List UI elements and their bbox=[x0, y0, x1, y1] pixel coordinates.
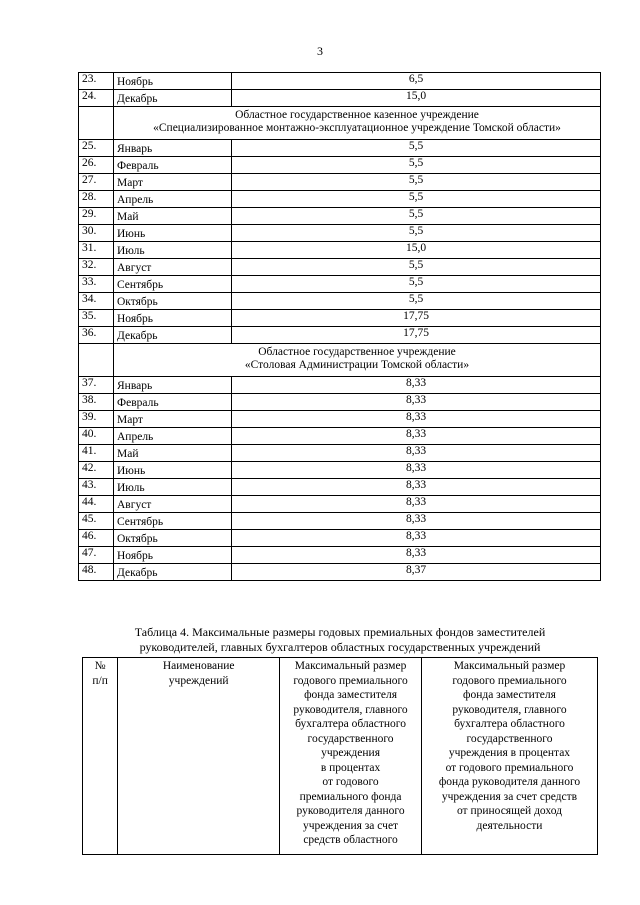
month-cell: Август bbox=[114, 496, 232, 513]
value-cell: 5,5 bbox=[232, 140, 601, 157]
value-cell: 6,5 bbox=[232, 73, 601, 90]
section-title-line1: Областное государственное учреждение bbox=[258, 346, 456, 358]
header-line: в процентах bbox=[320, 761, 381, 774]
table-row bbox=[79, 479, 601, 496]
header-line: средств областного bbox=[303, 834, 398, 846]
table4-header bbox=[82, 657, 598, 855]
month-cell: Июль bbox=[114, 479, 232, 496]
header-line: премиального фонда bbox=[299, 790, 402, 803]
row-number: 36. bbox=[79, 327, 114, 344]
section-title bbox=[114, 344, 601, 377]
header-line: руководителя, главного bbox=[293, 703, 408, 716]
month-cell: Ноябрь bbox=[114, 73, 232, 90]
table4-caption-line1: Таблица 4. Максимальные размеры годовых премиальных фондов заместителей bbox=[134, 625, 546, 639]
value-cell: 8,33 bbox=[232, 496, 601, 513]
month-cell: Март bbox=[114, 174, 232, 191]
header-line: государственного bbox=[466, 732, 553, 745]
section-empty-cell bbox=[79, 107, 114, 140]
value-cell: 15,0 bbox=[232, 242, 601, 259]
section-title-line1: Областное государственное казенное учреждение bbox=[235, 109, 479, 121]
table-row bbox=[79, 411, 601, 428]
month-cell: Февраль bbox=[114, 157, 232, 174]
month-cell: Сентябрь bbox=[114, 513, 232, 530]
header-line: бухгалтера областного bbox=[295, 718, 406, 730]
row-number: 31. bbox=[79, 242, 114, 259]
table-row bbox=[79, 445, 601, 462]
value-cell: 5,5 bbox=[232, 293, 601, 310]
value-cell: 8,33 bbox=[232, 428, 601, 445]
header-line: № bbox=[94, 660, 106, 672]
table-row bbox=[79, 242, 601, 259]
header-line: руководителя, главного bbox=[452, 703, 567, 716]
row-number: 26. bbox=[79, 157, 114, 174]
table-row bbox=[79, 259, 601, 276]
premium-fund-table bbox=[78, 72, 601, 581]
table4-header-row bbox=[83, 658, 598, 855]
row-number: 28. bbox=[79, 191, 114, 208]
table-row bbox=[79, 564, 601, 581]
month-cell: Март bbox=[114, 411, 232, 428]
month-cell: Июнь bbox=[114, 462, 232, 479]
table-row bbox=[79, 293, 601, 310]
month-cell: Декабрь bbox=[114, 90, 232, 107]
table-row bbox=[79, 208, 601, 225]
section-title-line2: «Специализированное монтажно-эксплуатационное учреждение Томской области» bbox=[153, 122, 561, 134]
header-line: фонда заместителя bbox=[304, 689, 398, 701]
row-number: 38. bbox=[79, 394, 114, 411]
row-number: 34. bbox=[79, 293, 114, 310]
month-cell: Май bbox=[114, 445, 232, 462]
value-cell: 17,75 bbox=[232, 327, 601, 344]
table-row bbox=[79, 513, 601, 530]
row-number: 27. bbox=[79, 174, 114, 191]
row-number: 41. bbox=[79, 445, 114, 462]
row-number: 40. bbox=[79, 428, 114, 445]
month-cell: Декабрь bbox=[114, 564, 232, 581]
value-cell: 8,33 bbox=[232, 547, 601, 564]
value-cell: 5,5 bbox=[232, 157, 601, 174]
month-cell: Апрель bbox=[114, 191, 232, 208]
row-number: 30. bbox=[79, 225, 114, 242]
table4-caption-line2: руководителей, главных бухгалтеров областных государственных учреждений bbox=[139, 640, 541, 654]
row-number: 44. bbox=[79, 496, 114, 513]
table4-caption bbox=[80, 625, 600, 655]
header-cell-number bbox=[83, 658, 118, 855]
value-cell: 8,33 bbox=[232, 513, 601, 530]
value-cell: 15,0 bbox=[232, 90, 601, 107]
table-row bbox=[79, 327, 601, 344]
header-line: фонда заместителя bbox=[463, 689, 556, 701]
table-row bbox=[79, 547, 601, 564]
table-row bbox=[79, 428, 601, 445]
month-cell: Июль bbox=[114, 242, 232, 259]
value-cell: 8,33 bbox=[232, 394, 601, 411]
value-cell: 5,5 bbox=[232, 259, 601, 276]
row-number: 24. bbox=[79, 90, 114, 107]
header-line: Максимальный размер bbox=[453, 660, 566, 672]
row-number: 47. bbox=[79, 547, 114, 564]
header-line: учреждений bbox=[168, 674, 229, 687]
table-row bbox=[79, 377, 601, 394]
header-line: деятельности bbox=[476, 819, 543, 832]
header-line: фонда руководителя данного bbox=[438, 776, 581, 788]
header-line: от годового премиального bbox=[445, 761, 574, 774]
value-cell: 8,33 bbox=[232, 377, 601, 394]
value-cell: 5,5 bbox=[232, 191, 601, 208]
header-line: годового премиального bbox=[452, 674, 567, 687]
value-cell: 5,5 bbox=[232, 208, 601, 225]
header-line: Максимальный размер bbox=[294, 660, 407, 672]
row-number: 46. bbox=[79, 530, 114, 547]
table-row bbox=[79, 496, 601, 513]
table-row bbox=[79, 530, 601, 547]
month-cell: Октябрь bbox=[114, 530, 232, 547]
table-row bbox=[79, 73, 601, 90]
table-row bbox=[79, 191, 601, 208]
header-line: учреждения bbox=[321, 747, 380, 759]
table-row bbox=[79, 90, 601, 107]
header-line: государственного bbox=[307, 732, 394, 745]
month-cell: Декабрь bbox=[114, 327, 232, 344]
section-title-line2: «Столовая Администрации Томской области» bbox=[244, 359, 470, 371]
header-line: от приносящей доход bbox=[456, 805, 562, 817]
header-cell-regional-budget bbox=[280, 658, 422, 855]
month-cell: Май bbox=[114, 208, 232, 225]
table-row bbox=[79, 310, 601, 327]
value-cell: 8,33 bbox=[232, 411, 601, 428]
section-header-row bbox=[79, 107, 601, 140]
row-number: 29. bbox=[79, 208, 114, 225]
table-row bbox=[79, 174, 601, 191]
table-row bbox=[79, 462, 601, 479]
header-cell-income-activity bbox=[421, 658, 597, 855]
header-line: Наименование bbox=[162, 660, 235, 672]
header-line: учреждения за счет средств bbox=[441, 790, 578, 803]
row-number: 33. bbox=[79, 276, 114, 293]
month-cell: Февраль bbox=[114, 394, 232, 411]
value-cell: 8,33 bbox=[232, 479, 601, 496]
month-cell: Апрель bbox=[114, 428, 232, 445]
value-cell: 8,33 bbox=[232, 530, 601, 547]
value-cell: 5,5 bbox=[232, 225, 601, 242]
header-line: от годового bbox=[322, 776, 379, 788]
header-line: руководителя данного bbox=[296, 805, 405, 817]
month-cell: Август bbox=[114, 259, 232, 276]
row-number: 23. bbox=[79, 73, 114, 90]
table-row bbox=[79, 140, 601, 157]
row-number: 32. bbox=[79, 259, 114, 276]
month-cell: Январь bbox=[114, 140, 232, 157]
month-cell: Октябрь bbox=[114, 293, 232, 310]
section-title bbox=[114, 107, 601, 140]
page-number: 3 bbox=[317, 44, 323, 58]
row-number: 43. bbox=[79, 479, 114, 496]
table-row bbox=[79, 394, 601, 411]
value-cell: 8,33 bbox=[232, 462, 601, 479]
header-line: учреждения в процентах bbox=[448, 747, 571, 759]
month-cell: Июнь bbox=[114, 225, 232, 242]
value-cell: 17,75 bbox=[232, 310, 601, 327]
month-cell: Сентябрь bbox=[114, 276, 232, 293]
header-line: учреждения за счет bbox=[303, 819, 399, 832]
row-number: 25. bbox=[79, 140, 114, 157]
value-cell: 5,5 bbox=[232, 276, 601, 293]
month-cell: Ноябрь bbox=[114, 310, 232, 327]
section-empty-cell bbox=[79, 344, 114, 377]
table-row bbox=[79, 276, 601, 293]
header-line: бухгалтера областного bbox=[454, 718, 565, 730]
header-line: п/п bbox=[92, 674, 108, 687]
table-row bbox=[79, 225, 601, 242]
section-header-row bbox=[79, 344, 601, 377]
month-cell: Ноябрь bbox=[114, 547, 232, 564]
month-cell: Январь bbox=[114, 377, 232, 394]
value-cell: 8,37 bbox=[232, 564, 601, 581]
row-number: 37. bbox=[79, 377, 114, 394]
value-cell: 8,33 bbox=[232, 445, 601, 462]
row-number: 48. bbox=[79, 564, 114, 581]
row-number: 35. bbox=[79, 310, 114, 327]
row-number: 45. bbox=[79, 513, 114, 530]
header-line: годового премиального bbox=[293, 674, 408, 687]
header-cell-name bbox=[118, 658, 280, 855]
row-number: 42. bbox=[79, 462, 114, 479]
row-number: 39. bbox=[79, 411, 114, 428]
table-row bbox=[79, 157, 601, 174]
value-cell: 5,5 bbox=[232, 174, 601, 191]
